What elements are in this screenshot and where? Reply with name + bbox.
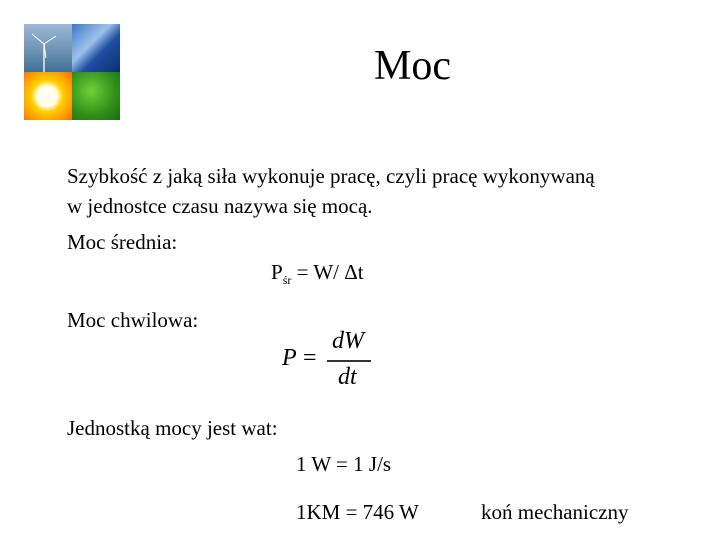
horsepower-equation: 1KM = 746 W [296, 500, 419, 524]
leaf-icon [72, 72, 120, 120]
formula-rest: = W/ Δt [296, 260, 364, 284]
formula-subscript: śr [282, 273, 292, 288]
formula-p: P [271, 260, 283, 284]
definition-line-2: w jednostce czasu nazywa się mocą. [67, 194, 373, 218]
slide-title: Moc [374, 43, 451, 89]
renewable-energy-logo [24, 24, 120, 120]
formula-equals: = [303, 345, 317, 371]
average-power-label: Moc średnia: [67, 230, 178, 254]
watt-definition: 1 W = 1 J/s [296, 452, 392, 476]
sun-icon [24, 72, 72, 120]
solar-panel-icon [72, 24, 120, 72]
horsepower-name: koń mechaniczny [481, 500, 629, 524]
wind-turbine-icon [24, 24, 72, 72]
definition-line-1: Szybkość z jaką siła wykonuje pracę, czyli pracę wykonywaną [67, 164, 595, 188]
fraction-bar [327, 360, 371, 362]
average-power-formula [271, 260, 364, 288]
formula-denominator: dt [338, 364, 357, 390]
unit-label: Jednostką mocy jest wat: [67, 416, 278, 440]
formula-numerator: dW [332, 328, 364, 354]
formula-lhs: P [282, 345, 297, 371]
instant-power-label: Moc chwilowa: [67, 308, 199, 332]
